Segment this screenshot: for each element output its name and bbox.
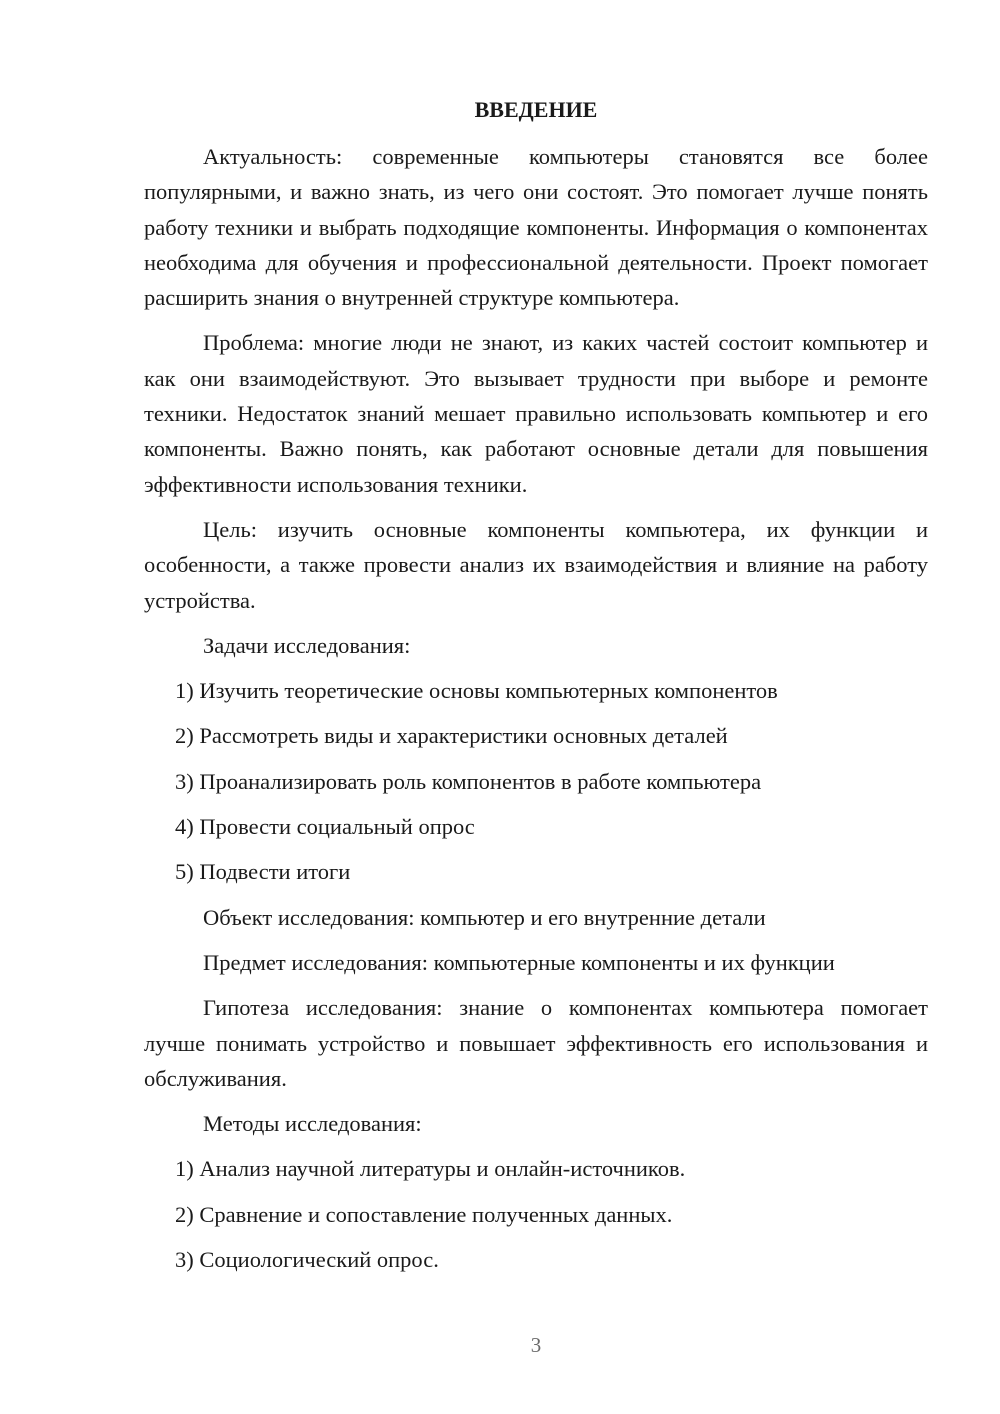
list-item: 5) Подвести итоги	[175, 859, 351, 885]
list-item: 3) Социологический опрос.	[175, 1247, 439, 1273]
list-item: 2) Сравнение и сопоставление полученных данных.	[175, 1201, 673, 1227]
subject-line: Предмет исследования: компьютерные компоненты и их функции	[203, 949, 835, 975]
section-title: ВВЕДЕНИЕ	[474, 97, 598, 122]
hypothesis-paragraph: Гипотеза исследования: знание о компонентах компьютера помогает лучше понимать устройство и повышает эффективность его использования и обслуживания.	[144, 995, 928, 1091]
list-item: 2) Рассмотреть виды и характеристики основных деталей	[175, 723, 728, 749]
methods-heading: Методы исследования:	[203, 1111, 422, 1137]
list-item: 1) Изучить теоретические основы компьютерных компонентов	[175, 678, 778, 704]
page-content	[144, 92, 928, 1287]
list-item: 1) Анализ научной литературы и онлайн-источников.	[175, 1156, 686, 1182]
tasks-list	[144, 673, 928, 889]
methods-list	[144, 1151, 928, 1277]
goal-paragraph: Цель: изучить основные компоненты компьютера, их функции и особенности, а также провести анализ их взаимодействия и влияние на работу устройства.	[144, 516, 928, 613]
page-number: 3	[530, 1333, 542, 1357]
list-item: 4) Провести социальный опрос	[175, 814, 475, 840]
object-line: Объект исследования: компьютер и его внутренние детали	[203, 904, 766, 930]
problem-paragraph: Проблема: многие люди не знают, из каких частей состоит компьютер и как они взаимодействуют. Это вызывает трудности при выборе и ремонте техники. Недостаток знаний мешает правильно использовать компьютер и его компоненты. Важно понять, как работают основные детали для повышения эффективности использования техники.	[144, 330, 928, 497]
relevance-paragraph: Актуальность: современные компьютеры становятся все более популярными, и важно знать, из чего они состоят. Это помогает лучше понять работу техники и выбрать подходящие компоненты. Информация о компонентах необходима для обучения и профессиональной деятельности. Проект помогает расширить знания о внутренней структуре компьютера.	[144, 144, 928, 311]
tasks-heading: Задачи исследования:	[203, 632, 411, 658]
list-item: 3) Проанализировать роль компонентов в работе компьютера	[175, 768, 762, 794]
